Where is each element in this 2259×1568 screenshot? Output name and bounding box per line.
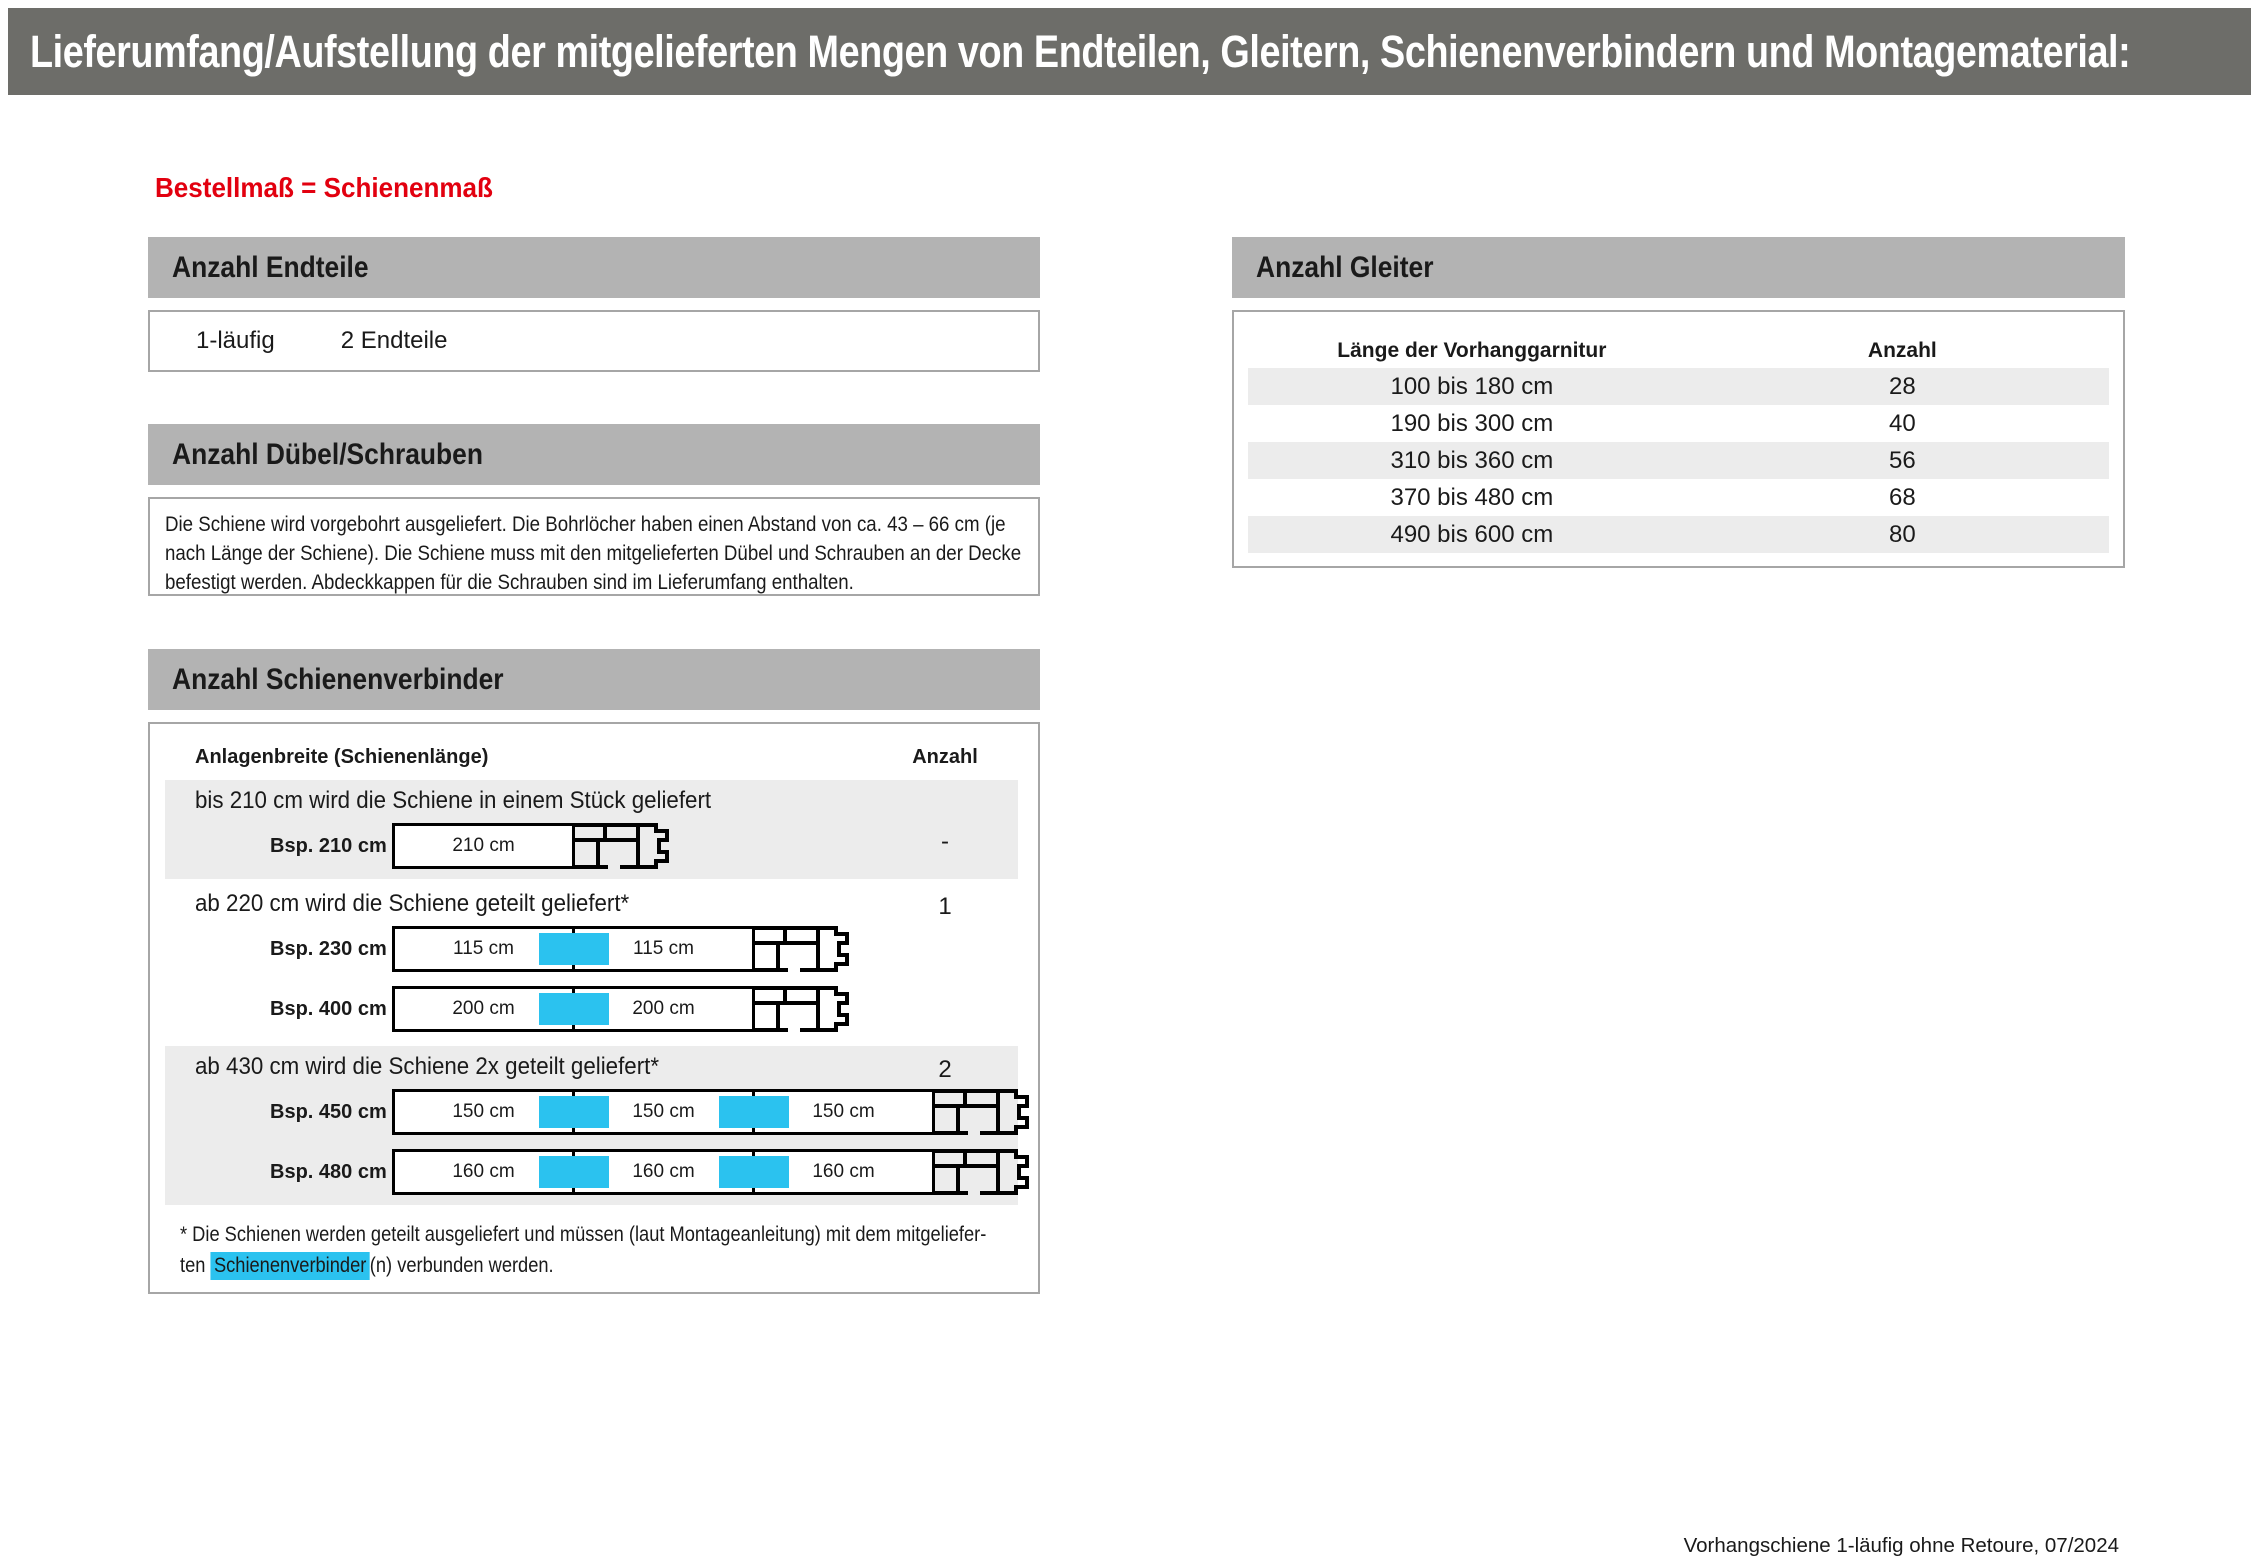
example-row — [270, 1149, 1018, 1195]
rail-joint — [752, 1092, 755, 1132]
rail-joint — [752, 1152, 755, 1192]
rail-diagram — [392, 986, 852, 1032]
verbinder-table-header — [165, 744, 1018, 776]
rail-segment: 160 cm — [812, 1161, 875, 1182]
rail-segment: 210 cm — [452, 835, 515, 856]
gleiter-cell-count: 80 — [1889, 520, 1916, 548]
footnote-highlight: Schienenverbinder — [210, 1252, 369, 1280]
verbinder-group-split-once — [165, 883, 1018, 1042]
rail-joint — [572, 929, 575, 969]
verbinder-col-count: Anzahl — [912, 746, 978, 768]
section-endteile-bar — [148, 237, 1040, 298]
example-row — [270, 926, 1018, 972]
rail-diagram — [392, 1089, 1032, 1135]
rail-end-profile-icon — [752, 926, 852, 972]
rail-body — [392, 1149, 935, 1195]
rail-segment: 200 cm — [452, 998, 515, 1019]
footer-note: Vorhangschiene 1-läufig ohne Retoure, 07/2024 — [1683, 1534, 2119, 1557]
rail-segment: 150 cm — [632, 1101, 695, 1122]
rail-joint — [572, 989, 575, 1029]
gleiter-row — [1248, 516, 2109, 553]
section-duebel-bar — [148, 424, 1040, 485]
rail-connector — [539, 933, 609, 965]
section-verbinder-bar — [148, 649, 1040, 710]
footnote-line: * Die Schienen werden geteilt ausgeliefert und müssen (laut Montageanleitung) mit dem mitgeliefer- — [180, 1223, 987, 1246]
footnote-line: ten Schienenverbinder (n) verbunden werden. — [180, 1250, 909, 1281]
page-title: Lieferumfang/Aufstellung der mitgelieferten Mengen von Endteilen, Gleitern, Schienenverbindern und Montagematerial: — [30, 25, 2131, 77]
rail-body — [392, 823, 575, 869]
gleiter-cell-count: 40 — [1889, 409, 1916, 437]
verbinder-group-one-piece — [165, 780, 1018, 879]
verbinder-footnote — [165, 1219, 1018, 1281]
rail-connector — [539, 1096, 609, 1128]
gleiter-cell-count: 68 — [1889, 483, 1916, 511]
group-condition-text: ab 430 cm wird die Schiene 2x geteilt geliefert* — [195, 1053, 660, 1080]
example-label: Bsp. 210 cm — [270, 834, 387, 857]
example-label: Bsp. 230 cm — [270, 937, 387, 960]
rail-connector — [539, 1156, 609, 1188]
verbinder-col-width: Anlagenbreite (Schienenlänge) — [195, 746, 489, 768]
rail-joint — [572, 1152, 575, 1192]
gleiter-cell-range: 190 bis 300 cm — [1390, 409, 1554, 437]
section-gleiter-heading: Anzahl Gleiter — [1256, 250, 1434, 284]
rail-body — [392, 986, 755, 1032]
rail-segment: 150 cm — [452, 1101, 515, 1122]
example-label: Bsp. 400 cm — [270, 997, 387, 1020]
section-duebel-heading: Anzahl Dübel/Schrauben — [172, 437, 483, 471]
rail-connector — [719, 1156, 789, 1188]
duebel-text-line: nach Länge der Schiene). Die Schiene muss mit den mitgelieferten Dübel und Schrauben an der Decke — [165, 542, 1022, 565]
group-count: 1 — [938, 893, 952, 920]
section-gleiter-bar — [1232, 237, 2125, 298]
rail-diagram — [392, 1149, 1032, 1195]
gleiter-row — [1248, 405, 2109, 442]
rail-segment: 115 cm — [633, 938, 694, 959]
page-header-bar — [8, 8, 2251, 95]
gleiter-col-count: Anzahl — [1867, 339, 1937, 362]
endteile-box — [148, 310, 1040, 372]
rail-end-profile-icon — [572, 823, 672, 869]
rail-end-profile-icon — [932, 1089, 1032, 1135]
rail-segment: 200 cm — [632, 998, 695, 1019]
rail-end-profile-icon — [752, 986, 852, 1032]
section-verbinder-heading: Anzahl Schienenverbinder — [172, 662, 504, 696]
example-row — [270, 986, 1018, 1032]
example-row — [270, 1089, 1018, 1135]
endteile-count: 2 Endteile — [340, 327, 448, 354]
rail-segment: 150 cm — [812, 1101, 875, 1122]
gleiter-cell-range: 490 bis 600 cm — [1390, 520, 1554, 548]
gleiter-cell-range: 310 bis 360 cm — [1390, 446, 1554, 474]
verbinder-group-split-twice — [165, 1046, 1018, 1205]
duebel-text-line: Die Schiene wird vorgebohrt ausgeliefert. Die Bohrlöcher haben einen Abstand von ca. 43 – 66 cm (je — [165, 513, 1006, 536]
verbinder-table — [148, 722, 1040, 1294]
gleiter-cell-range: 370 bis 480 cm — [1390, 483, 1554, 511]
rail-end-profile-icon — [932, 1149, 1032, 1195]
order-measure-note: Bestellmaß = Schienenmaß — [155, 172, 493, 203]
rail-body — [392, 926, 755, 972]
rail-joint — [572, 1092, 575, 1132]
rail-diagram — [392, 926, 852, 972]
duebel-text-line: befestigt werden. Abdeckkappen für die Schrauben sind im Lieferumfang enthalten. — [165, 571, 854, 594]
rail-body — [392, 1089, 935, 1135]
gleiter-row — [1248, 479, 2109, 516]
rail-connector — [539, 993, 609, 1025]
endteile-run-label: 1-läufig — [196, 327, 275, 354]
rail-segment: 160 cm — [632, 1161, 695, 1182]
rail-segment: 160 cm — [452, 1161, 515, 1182]
section-endteile-heading: Anzahl Endteile — [172, 250, 369, 284]
gleiter-table — [1232, 310, 2125, 568]
rail-segment: 115 cm — [453, 938, 514, 959]
duebel-box — [148, 497, 1040, 596]
gleiter-cell-count: 28 — [1889, 372, 1916, 400]
gleiter-cell-range: 100 bis 180 cm — [1390, 372, 1554, 400]
group-condition-text: ab 220 cm wird die Schiene geteilt geliefert* — [195, 890, 630, 917]
gleiter-cell-count: 56 — [1889, 446, 1916, 474]
example-label: Bsp. 450 cm — [270, 1100, 387, 1123]
gleiter-row — [1248, 442, 2109, 479]
group-count: 2 — [938, 1056, 952, 1083]
gleiter-row — [1248, 368, 2109, 405]
gleiter-table-header — [1248, 334, 2109, 368]
group-count: - — [941, 828, 949, 855]
group-condition-text: bis 210 cm wird die Schiene in einem Stück geliefert — [195, 787, 712, 814]
rail-diagram — [392, 823, 672, 869]
rail-connector — [719, 1096, 789, 1128]
example-label: Bsp. 480 cm — [270, 1160, 387, 1183]
gleiter-col-range: Länge der Vorhanggarnitur — [1337, 339, 1607, 362]
